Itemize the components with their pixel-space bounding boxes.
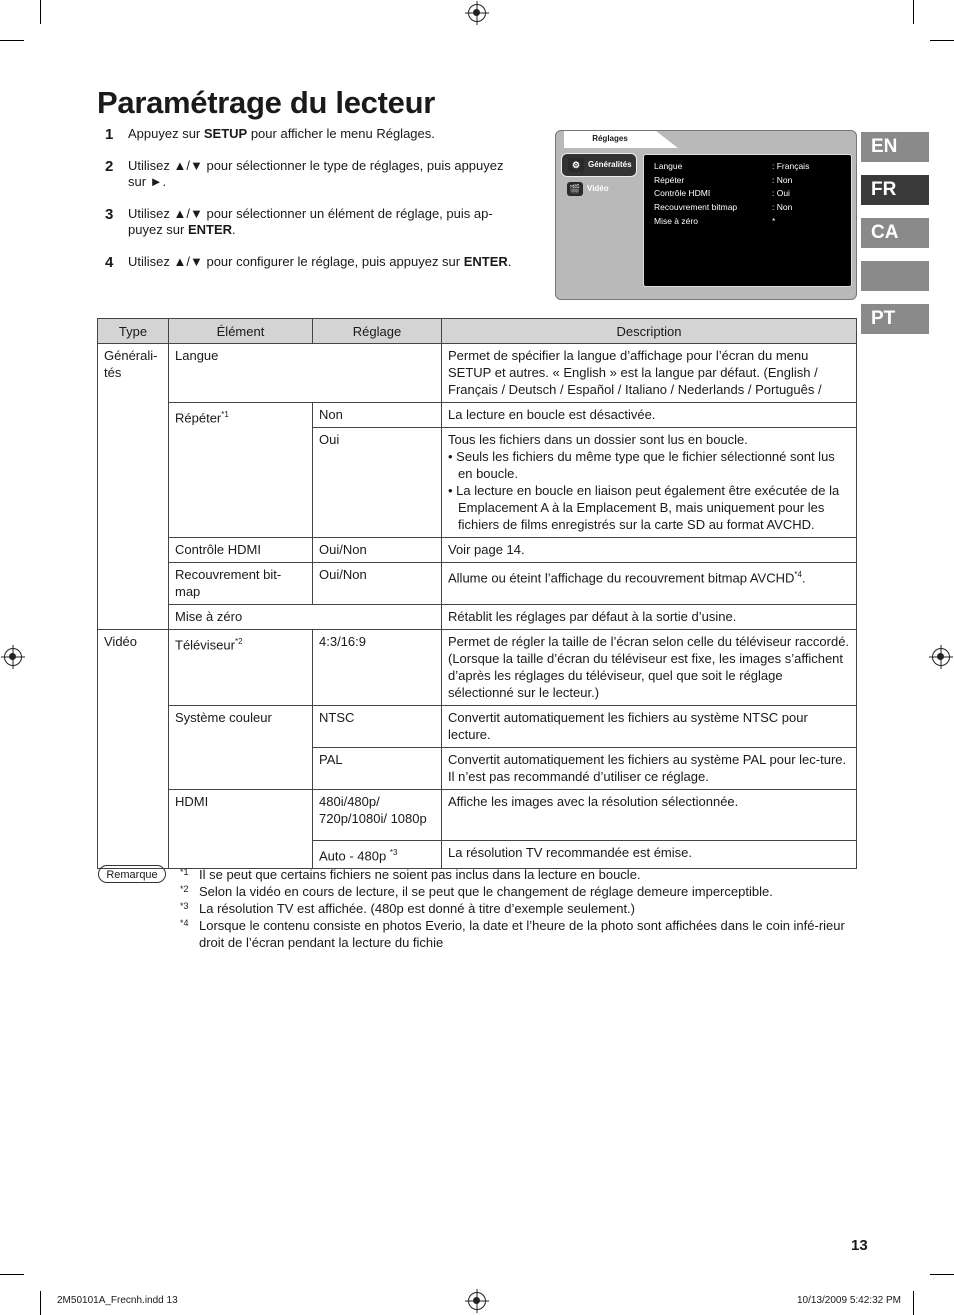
step-text: Appuyez sur bbox=[128, 126, 204, 141]
crop-mark bbox=[913, 1291, 914, 1315]
setting-cell: 480i/480p/ 720p/1080i/ 1080p bbox=[313, 790, 442, 841]
setting-cell: 4:3/16:9 bbox=[313, 630, 442, 706]
page-number: 13 bbox=[851, 1237, 868, 1254]
element-cell: Contrôle HDMI bbox=[169, 538, 313, 563]
setting-cell: PAL bbox=[313, 748, 442, 790]
footnote: *3 La résolution TV est affichée. (480p est donné à titre d’exemple seulement.) bbox=[180, 901, 636, 916]
lang-tab-fr: FR bbox=[861, 175, 929, 205]
step-text: . bbox=[232, 222, 236, 237]
step-item bbox=[105, 254, 525, 271]
description-cell: Rétablit les réglages par défaut à la sortie d’usine. bbox=[442, 605, 857, 630]
description-cell: Affiche les images avec la résolution sélectionnée. bbox=[442, 790, 857, 841]
crop-mark bbox=[0, 1274, 24, 1275]
table-row bbox=[98, 344, 857, 403]
table-row bbox=[98, 630, 857, 706]
osd-row: Répéter : Non bbox=[654, 175, 793, 185]
step-item bbox=[105, 206, 525, 239]
element-cell: Langue bbox=[169, 344, 442, 403]
osd-row: Mise à zéro * bbox=[654, 216, 776, 226]
footer-timestamp: 10/13/2009 5:42:32 PM bbox=[797, 1295, 901, 1306]
step-number: 2 bbox=[105, 157, 114, 175]
description-cell: Tous les fichiers dans un dossier sont lus en boucle. • Seuls les fichiers du même type que le fichier sélectionné sont lus en boucle. • La lecture en boucle en liaison peut également être exécutée de la Emplacement A à la Emplacement B, mais uniquement pour les fichiers de films enregistrés sur la carte SD au format AVCHD. bbox=[442, 428, 857, 538]
lang-tab-blank bbox=[861, 261, 929, 291]
footnote: *2 Selon la vidéo en cours de lecture, il se peut que le changement de réglage demeure imperceptible. bbox=[180, 884, 773, 899]
setting-cell: Auto - 480p $^{*3}$ bbox=[313, 841, 442, 869]
osd-row: Contrôle HDMI : Oui bbox=[654, 188, 790, 198]
element-cell: Mise à zéro bbox=[169, 605, 442, 630]
table-row bbox=[98, 790, 857, 841]
lang-tab-en: EN bbox=[861, 132, 929, 162]
description-cell: Permet de spécifier la langue d’affichage pour l’écran du menu SETUP et autres. « English » est la langue par défaut. (English / Français / Deutsch / Español / Italiano / Nederlands / Português / bbox=[442, 344, 857, 403]
settings-table bbox=[97, 318, 857, 869]
description-cell: Convertit automatiquement les fichiers au système PAL pour lec-ture. Il n’est pas recommandé d’utiliser ce réglage. bbox=[442, 748, 857, 790]
registration-mark-icon bbox=[4, 648, 22, 666]
table-row bbox=[98, 563, 857, 605]
osd-tab: Réglages bbox=[564, 131, 656, 148]
registration-mark-icon bbox=[468, 1292, 486, 1310]
osd-panel bbox=[643, 154, 852, 287]
step-item bbox=[105, 158, 525, 191]
step-item bbox=[105, 126, 525, 143]
crop-mark bbox=[930, 40, 954, 41]
crop-mark bbox=[40, 0, 41, 24]
table-row bbox=[98, 538, 857, 563]
crop-mark bbox=[0, 40, 24, 41]
table-row bbox=[98, 706, 857, 748]
element-cell: HDMI bbox=[169, 790, 313, 869]
osd-row: Langue : Français bbox=[654, 161, 810, 171]
setting-cell: Non bbox=[313, 403, 442, 428]
osd-row: Recouvrement bitmap : Non bbox=[654, 202, 793, 212]
step-number: 3 bbox=[105, 205, 114, 223]
description-cell: Permet de régler la taille de l’écran selon celle du téléviseur raccordé. (Lorsque la taille d’écran du téléviseur est fixe, les images s’affichent d’après les réglages du téléviseur, quel que soit le réglage sélectionné sur le lecteur.) bbox=[442, 630, 857, 706]
crop-mark bbox=[913, 0, 914, 24]
description-cell: La résolution TV recommandée est émise. bbox=[442, 841, 857, 869]
table-row bbox=[98, 605, 857, 630]
column-header: Description bbox=[442, 319, 857, 344]
lang-tab-ca: CA bbox=[861, 218, 929, 248]
settings-icon: ⚙ bbox=[568, 158, 584, 172]
step-number: 1 bbox=[105, 126, 114, 143]
lang-tab-pt: PT bbox=[861, 304, 929, 334]
step-text: Utilisez ▲/▼ pour sélectionner un élément de réglage, puis ap-puyez sur bbox=[128, 205, 493, 237]
setting-cell: Oui bbox=[313, 428, 442, 538]
column-header: Réglage bbox=[313, 319, 442, 344]
registration-mark-icon bbox=[468, 4, 486, 22]
clapperboard-icon: 🎬 bbox=[567, 182, 583, 196]
column-header: Élément bbox=[169, 319, 313, 344]
type-cell: Générali-tés bbox=[98, 344, 169, 630]
element-cell: Recouvrement bit-map bbox=[169, 563, 313, 605]
step-key: SETUP bbox=[203, 126, 248, 141]
footnotes bbox=[180, 866, 845, 951]
crop-mark bbox=[40, 1291, 41, 1315]
type-cell: Vidéo bbox=[98, 630, 169, 869]
description-cell: Convertit automatiquement les fichiers au système NTSC pour lecture. bbox=[442, 706, 857, 748]
table-row bbox=[98, 403, 857, 428]
footnote: *1 Il se peut que certains fichiers ne soient pas inclus dans la lecture en boucle. bbox=[180, 867, 641, 882]
remark-badge: Remarque bbox=[98, 865, 166, 883]
column-header: Type bbox=[98, 319, 169, 344]
step-key: ENTER bbox=[463, 253, 508, 269]
osd-side-item-video: 🎬 Vidéo bbox=[561, 178, 635, 200]
step-number: 4 bbox=[105, 253, 114, 271]
registration-mark-icon bbox=[932, 648, 950, 666]
element-cell: Téléviseur$^{*2}$ bbox=[169, 630, 313, 706]
setting-cell: Oui/Non bbox=[313, 563, 442, 605]
step-text: Utilisez ▲/▼ pour configurer le réglage, puis appuyez sur bbox=[128, 253, 464, 269]
step-key: ENTER bbox=[187, 222, 233, 237]
page-title: Paramétrage du lecteur bbox=[97, 85, 435, 120]
element-cell: Système couleur bbox=[169, 706, 313, 790]
crop-mark bbox=[930, 1274, 954, 1275]
setting-cell: NTSC bbox=[313, 706, 442, 748]
description-cell: Allume ou éteint l’affichage du recouvrement bitmap AVCHD$^{*4}$. bbox=[442, 563, 857, 605]
osd-side-item-generalites: ⚙ Généralités bbox=[561, 153, 637, 177]
step-text: Utilisez ▲/▼ pour sélectionner le type de réglages, puis appuyez sur ►. bbox=[128, 157, 504, 189]
step-text: . bbox=[507, 253, 512, 269]
footnote: *4 Lorsque le contenu consiste en photos Everio, la date et l’heure de la photo sont affichées dans le coin infé-rieur droit de l’écran pendant la lecture du fichie bbox=[180, 918, 845, 950]
steps-list bbox=[105, 126, 525, 285]
description-cell: Voir page 14. bbox=[442, 538, 857, 563]
description-cell: La lecture en boucle est désactivée. bbox=[442, 403, 857, 428]
osd-menu-illustration bbox=[555, 130, 857, 300]
setting-cell: Oui/Non bbox=[313, 538, 442, 563]
step-text: pour afficher le menu Réglages. bbox=[247, 126, 435, 141]
element-cell: Répéter$^{*1}$ bbox=[169, 403, 313, 538]
footer-file-info: 2M50101A_Frecnh.indd 13 bbox=[57, 1295, 178, 1306]
table-header-row bbox=[98, 319, 857, 344]
